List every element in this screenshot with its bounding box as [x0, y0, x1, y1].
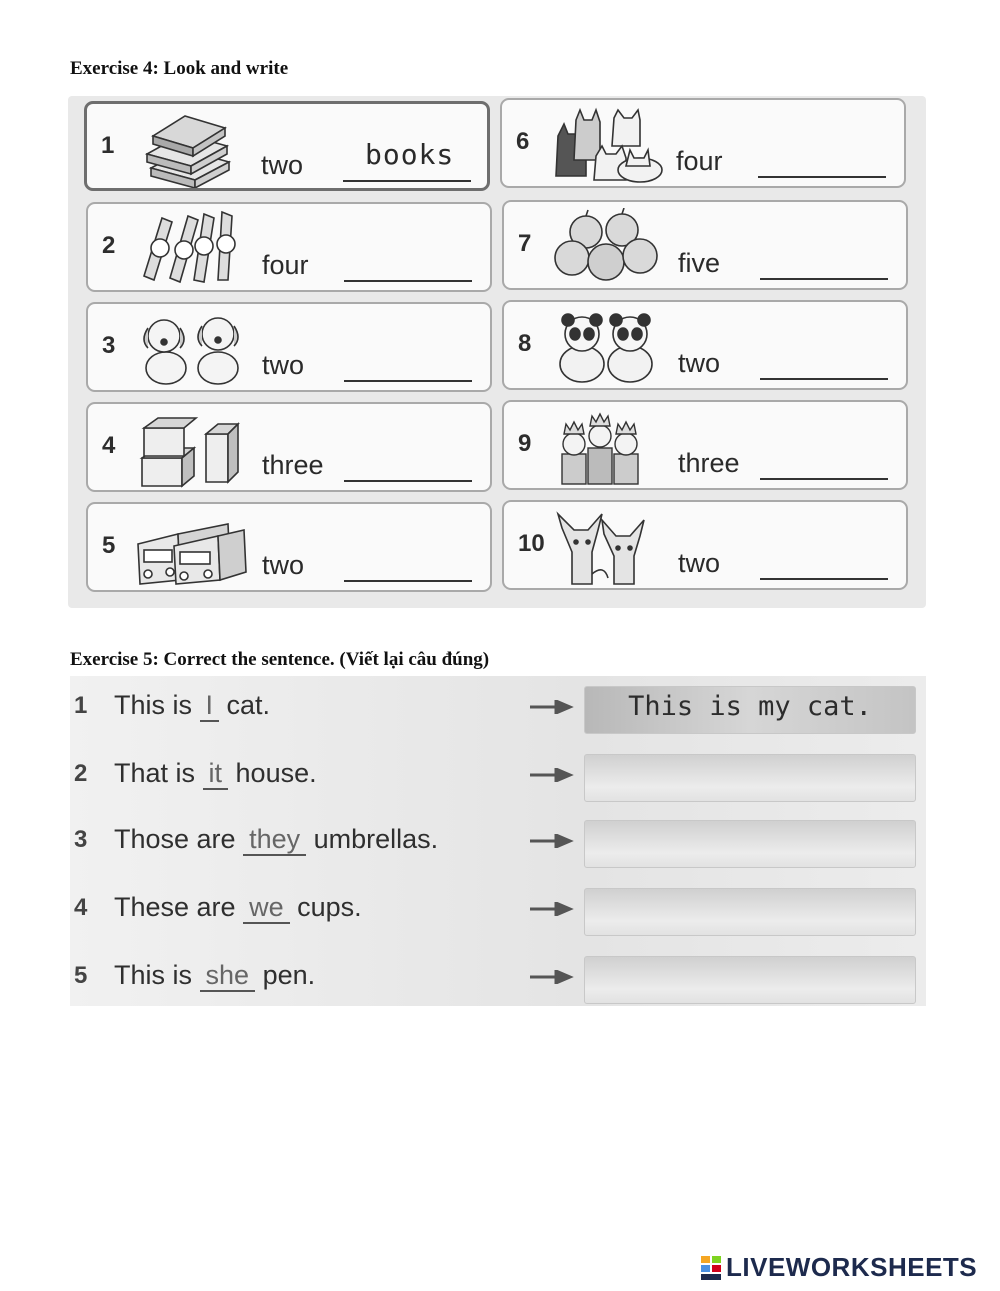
wrong-word: she: [200, 960, 256, 992]
buses-icon: [132, 510, 264, 588]
item-number: 9: [518, 430, 532, 457]
exercise-4-panel: [68, 96, 926, 608]
answer-blank[interactable]: [343, 180, 471, 182]
exercise-5-title: Exercise 5: Correct the sentence. (Viết lại câu đúng): [70, 649, 490, 670]
sentence-end: umbrellas.: [306, 824, 439, 854]
item-number: 7: [518, 230, 532, 257]
item-quantity: two: [262, 350, 305, 380]
exercise-4-card-1: [84, 101, 490, 191]
answer-blank[interactable]: [344, 280, 472, 282]
arrow-right-icon: [530, 970, 574, 984]
wrong-word: we: [243, 892, 290, 924]
exercise-5-row-4: [70, 882, 926, 936]
answer-blank[interactable]: [344, 580, 472, 582]
exercise-5-row-2: [70, 748, 926, 802]
item-quantity: three: [262, 450, 324, 480]
item-quantity: two: [678, 348, 721, 378]
item-number: 1: [101, 132, 115, 159]
item-quantity: four: [262, 250, 309, 280]
answer-blank[interactable]: [760, 478, 888, 480]
exercise-4-card-6: [500, 98, 906, 188]
exercise-4-card-3: [86, 302, 492, 392]
answer-blank[interactable]: [344, 380, 472, 382]
sentence: [114, 960, 315, 992]
answer-box[interactable]: [584, 820, 916, 868]
item-number: 10: [518, 530, 545, 557]
sentence-end: cups.: [289, 892, 362, 922]
exercise-5-row-1: [70, 680, 926, 734]
sentence-start: These are: [114, 892, 244, 922]
foxes-icon: [548, 508, 680, 586]
item-number: 2: [102, 232, 116, 259]
sentence-end: house.: [228, 758, 317, 788]
apples-icon: [548, 208, 680, 286]
sentence-end: pen.: [255, 960, 316, 990]
answer-box[interactable]: [584, 754, 916, 802]
sentence-end: cat.: [219, 690, 271, 720]
exercise-4-card-7: [502, 200, 908, 290]
sentence: [114, 892, 362, 924]
exercise-4-card-4: [86, 402, 492, 492]
item-number: 3: [102, 332, 116, 359]
dogs-icon: [132, 310, 264, 388]
sentence: [114, 824, 438, 856]
item-number: 4: [74, 894, 88, 921]
exercise-5-panel: [70, 676, 926, 1006]
exercise-4-card-10: [502, 500, 908, 590]
books-icon: [131, 110, 263, 188]
item-quantity: two: [678, 548, 721, 578]
exercise-4-card-5: [86, 502, 492, 592]
item-number: 3: [74, 826, 88, 853]
watches-icon: [132, 210, 264, 288]
item-number: 4: [102, 432, 116, 459]
item-number: 1: [74, 692, 88, 719]
sentence: [114, 758, 317, 790]
answer-blank[interactable]: [758, 176, 886, 178]
answer-box[interactable]: [584, 888, 916, 936]
item-quantity: five: [678, 248, 721, 278]
exercise-5-row-5: [70, 950, 926, 1004]
sentence-start: This is: [114, 960, 200, 990]
boxes-icon: [132, 410, 264, 488]
arrow-right-icon: [530, 834, 574, 848]
wrong-word: I: [200, 690, 220, 722]
brand-name: LIVEWORKSHEETS: [726, 1252, 978, 1282]
liveworksheets-logo-icon: [700, 1255, 722, 1281]
item-number: 8: [518, 330, 532, 357]
answer-text: This is my cat.: [628, 691, 872, 722]
item-number: 6: [516, 128, 530, 155]
sentence: [114, 690, 270, 722]
sentence-start: This is: [114, 690, 200, 720]
arrow-right-icon: [530, 700, 574, 714]
item-quantity: three: [678, 448, 740, 478]
answer-blank[interactable]: [344, 480, 472, 482]
exercise-4-card-2: [86, 202, 492, 292]
item-number: 5: [74, 962, 88, 989]
sentence-start: That is: [114, 758, 203, 788]
exercise-5-row-3: [70, 814, 926, 868]
answer-box[interactable]: [584, 686, 916, 734]
item-quantity: four: [676, 146, 723, 176]
pandas-icon: [548, 308, 680, 386]
exercise-4-card-9: [502, 400, 908, 490]
arrow-right-icon: [530, 768, 574, 782]
liveworksheets-logo[interactable]: [700, 1252, 977, 1283]
item-number: 5: [102, 532, 116, 559]
answer-box[interactable]: [584, 956, 916, 1004]
arrow-right-icon: [530, 902, 574, 916]
answer-blank[interactable]: [760, 578, 888, 580]
exercise-4-card-8: [502, 300, 908, 390]
item-number: 2: [74, 760, 88, 787]
wrong-word: they: [243, 824, 306, 856]
sentence-start: Those are: [114, 824, 244, 854]
exercise-4-title: Exercise 4: Look and write: [70, 58, 289, 79]
cats-icon: [546, 106, 678, 184]
kings-icon: [548, 408, 680, 486]
answer-text: books: [365, 138, 455, 171]
answer-blank[interactable]: [760, 378, 888, 380]
wrong-word: it: [203, 758, 229, 790]
item-quantity: two: [262, 550, 305, 580]
item-quantity: two: [261, 150, 304, 180]
answer-blank[interactable]: [760, 278, 888, 280]
